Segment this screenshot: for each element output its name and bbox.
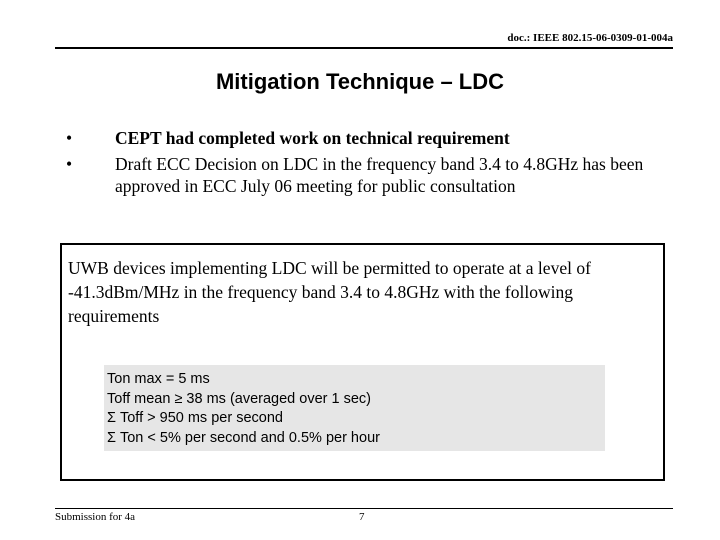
bullet-item	[66, 153, 666, 197]
footer-submission: Submission for 4a	[55, 511, 136, 523]
slide-title: Mitigation Technique – LDC	[215, 69, 505, 94]
header-divider	[55, 47, 673, 49]
page-number: 7	[359, 511, 365, 523]
bullet-item	[66, 127, 666, 149]
requirements-box	[104, 365, 605, 451]
bullet-list	[66, 127, 666, 201]
requirement-toff-mean-value: Toff mean ≥ 38 ms	[107, 390, 226, 407]
bullet-text: CEPT had completed work on technical requirement	[115, 128, 510, 148]
requirement-ton-max: Ton max = 5 ms	[107, 371, 210, 387]
bullet-marker: •	[66, 154, 73, 174]
requirement-toff-sum: Σ Toff > 950 ms per second	[107, 410, 283, 426]
callout-box	[60, 243, 665, 481]
document-id: doc.: IEEE 802.15-06-0309-01-004a	[507, 32, 673, 44]
requirement-toff-mean	[107, 390, 605, 410]
requirement-toff-mean-note: (averaged over 1 sec)	[229, 390, 371, 407]
bullet-text: Draft ECC Decision on LDC in the frequency band 3.4 to 4.8GHz has been approved in ECC July 06 meeting for public consultation	[115, 154, 644, 196]
requirement-ton-sum: Σ Ton < 5% per second and 0.5% per hour	[107, 429, 380, 446]
callout-text: UWB devices implementing LDC will be permitted to operate at a level of -41.3dBm/MHz in the frequency band 3.4 to 4.8GHz with the following requirements	[68, 258, 591, 326]
bullet-marker: •	[66, 128, 73, 148]
footer-divider	[55, 508, 673, 509]
